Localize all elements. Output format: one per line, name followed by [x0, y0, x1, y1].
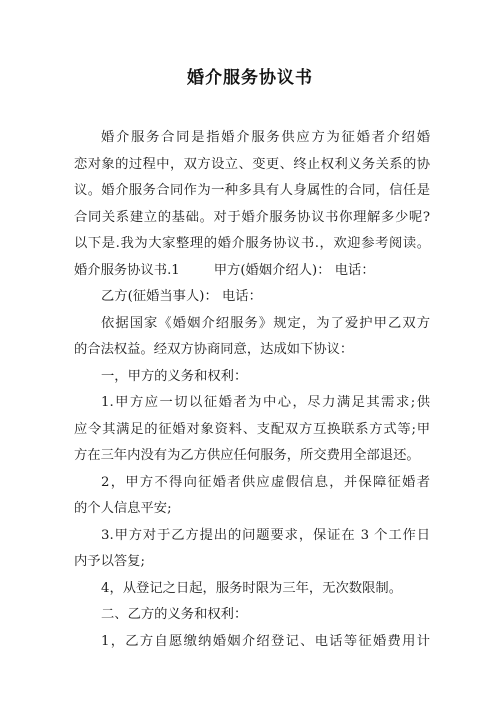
party-a-label: 甲方(婚姻介绍人)： 电话： [213, 262, 375, 278]
body-line: 内予以答复; [74, 554, 145, 569]
body-line: 1，乙方自愿缴纳婚姻介绍登记、电话等征婚费用计 [101, 633, 430, 649]
agreement-heading: 婚介服务协议书.1 [74, 262, 180, 278]
document-body [74, 125, 430, 655]
body-line: 方在三年内没有为乙方供应任何服务，所交费用全部退还。 [74, 448, 420, 463]
party-b-label: 乙方(征婚当事人)： 电话： [101, 289, 262, 304]
body-line: 议。婚介服务合同作为一种多具有人身属性的合同，信任是 [74, 183, 430, 198]
body-line: 3.甲方对于乙方提出的问题要求，保证在 3 个工作日 [101, 527, 430, 543]
body-line: 的个人信息平安; [74, 501, 172, 516]
body-line: 的合法权益。经双方协商同意，达成如下协议： [74, 342, 354, 357]
body-line: 恋对象的过程中，双方设立、变更、终止权利义务关系的协 [74, 156, 430, 172]
body-line: 4，从登记之日起，服务时限为三年，无次数限制。 [101, 580, 402, 596]
body-line: 2，甲方不得向征婚者供应虚假信息，并保障征婚者 [101, 474, 430, 490]
body-line: 应令其满足的征婚对象资料、支配双方互换联系方式等;甲 [74, 421, 430, 437]
body-line: 1.甲方应一切以征婚者为中心，尽力满足其需求;供 [101, 395, 430, 410]
body-line: 以下是.我为大家整理的婚介服务协议书.，欢迎参考阅读。 [74, 236, 430, 251]
body-line: 婚介服务合同是指婚介服务供应方为征婚者介绍婚 [101, 130, 430, 145]
body-line: 依据国家《婚姻介绍服务》规定，为了爱护甲乙双方 [101, 315, 430, 331]
section-heading: 一，甲方的义务和权利： [101, 368, 248, 384]
section-heading: 二、乙方的义务和权利： [101, 607, 248, 622]
document-title: 婚介服务协议书 [187, 68, 313, 88]
body-line: 合同关系建立的基础。对于婚介服务协议书你理解多少呢? [74, 209, 430, 225]
body-line-heading [74, 258, 430, 285]
